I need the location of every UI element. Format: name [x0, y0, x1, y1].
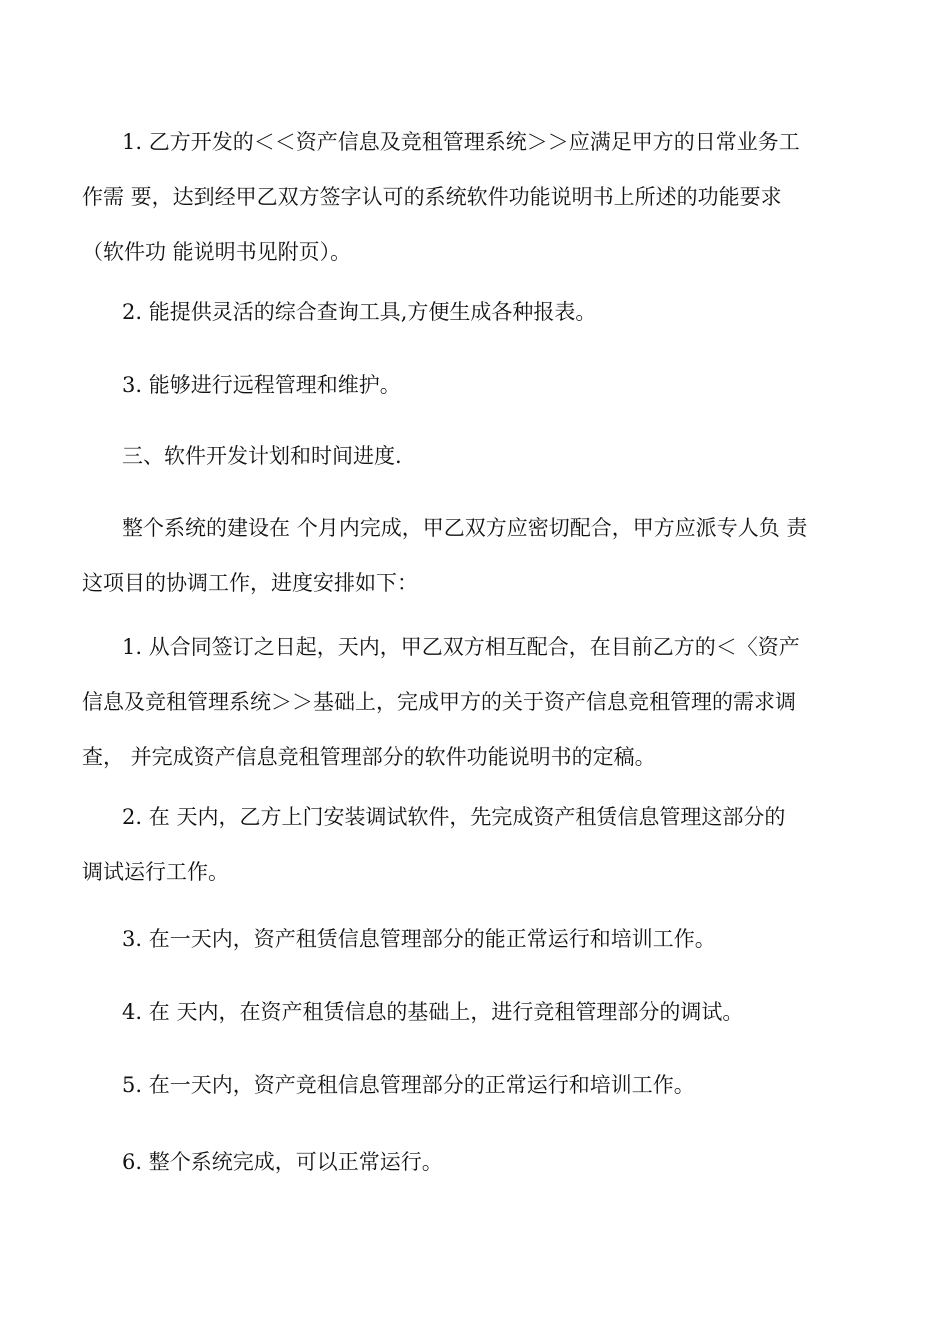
- paragraph-schedule-6: [82, 1152, 872, 1173]
- text-line: 5. 在一天内，资产竞租信息管理部分的正常运行和培训工作。: [82, 1073, 695, 1097]
- text-line: 1. 乙方开发的＜＜资产信息及竞租管理系统＞＞应满足甲方的日常业务工: [82, 130, 800, 154]
- section-heading-3: [82, 446, 872, 467]
- text-line: 调试运行工作。: [82, 860, 229, 884]
- paragraph-overview: [82, 518, 872, 594]
- text-line: 信息及竞租管理系统＞＞基础上，完成甲方的关于资产信息竞租管理的需求调: [82, 690, 796, 714]
- text-line: 2. 在 天内，乙方上门安装调试软件，先完成资产租赁信息管理这部分的: [82, 805, 786, 829]
- paragraph-schedule-2: [82, 807, 872, 883]
- text-line: 3. 在一天内，资产租赁信息管理部分的能正常运行和培训工作。: [82, 927, 716, 951]
- text-line: 三、软件开发计划和时间进度.: [82, 444, 402, 468]
- text-line: 3. 能够进行远程管理和维护。: [82, 373, 401, 397]
- paragraph-requirement-3: [82, 375, 872, 396]
- text-line: 查， 并完成资产信息竞租管理部分的软件功能说明书的定稿。: [82, 745, 656, 769]
- text-line: （软件功 能说明书见附页）。: [82, 240, 352, 264]
- text-line: 6. 整个系统完成，可以正常运行。: [82, 1150, 443, 1174]
- paragraph-requirement-2: [82, 302, 872, 323]
- paragraph-schedule-5: [82, 1075, 872, 1096]
- text-line: 这项目的协调工作，进度安排如下：: [82, 571, 418, 595]
- paragraph-schedule-4: [82, 1002, 872, 1023]
- text-line: 整个系统的建设在 个月内完成，甲乙双方应密切配合，甲方应派专人负 责: [82, 516, 808, 540]
- paragraph-schedule-3: [82, 929, 872, 950]
- text-line: 2. 能提供灵活的综合查询工具,方便生成各种报表。: [82, 300, 597, 324]
- text-line: 1. 从合同签订之日起，天内，甲乙双方相互配合，在目前乙方的＜〈资产: [82, 635, 800, 659]
- text-line: 4. 在 天内，在资产租赁信息的基础上，进行竞租管理部分的调试。: [82, 1000, 744, 1024]
- paragraph-requirement-1: [82, 132, 872, 263]
- text-line: 作需 要，达到经甲乙双方签字认可的系统软件功能说明书上所述的功能要求: [82, 185, 782, 209]
- paragraph-schedule-1: [82, 637, 872, 768]
